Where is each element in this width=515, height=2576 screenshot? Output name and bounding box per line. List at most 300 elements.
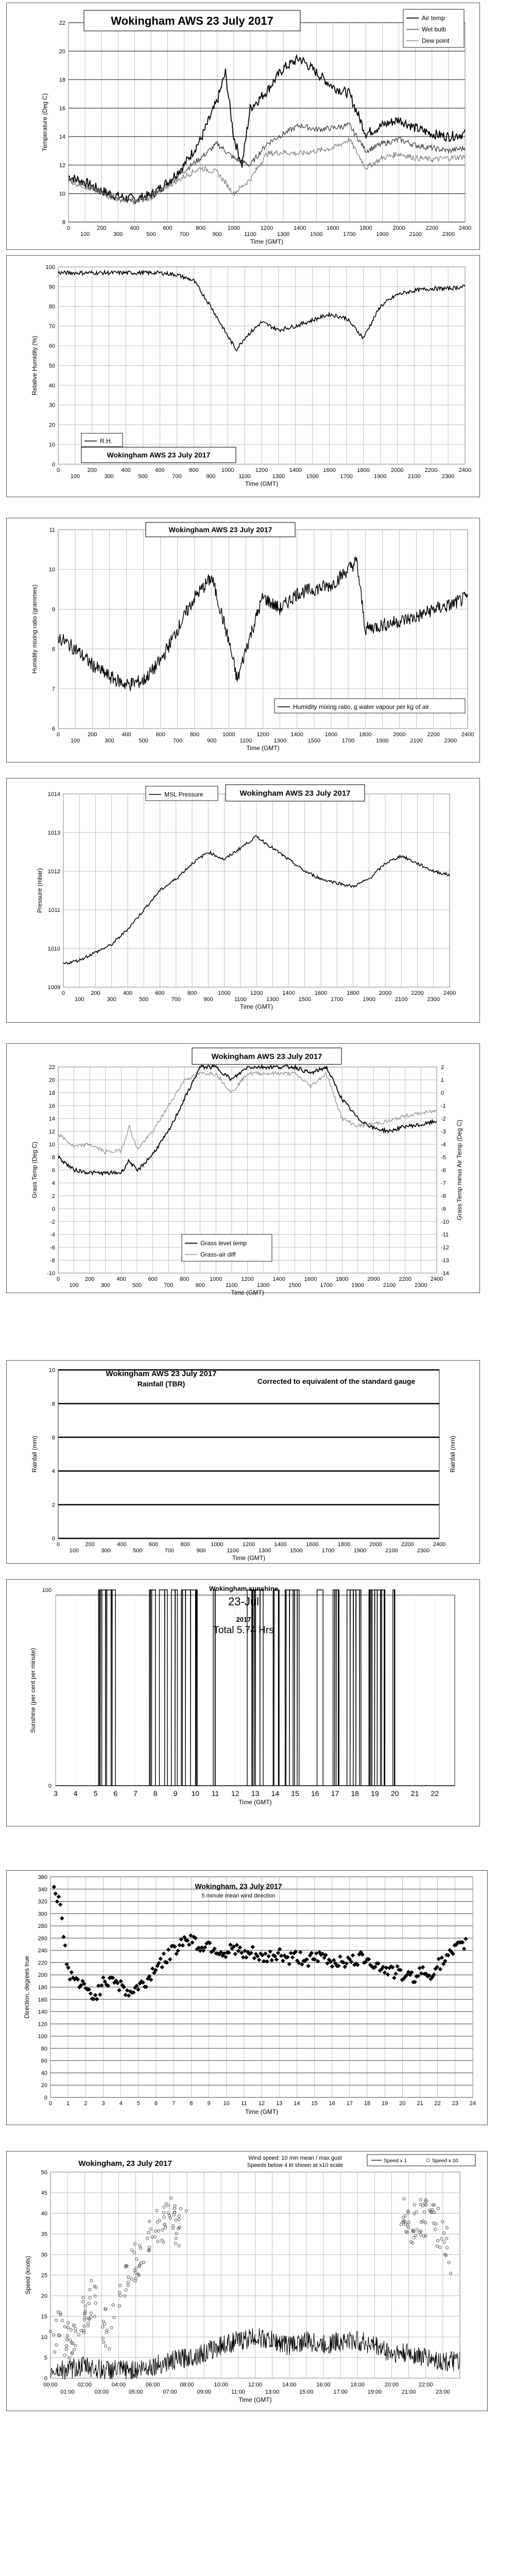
y-tick-label: 1009 xyxy=(47,985,60,991)
x-axis-label: Time (GMT) xyxy=(238,2396,272,2403)
x-tick-label: 100 xyxy=(69,1282,79,1289)
y-tick-label: 10 xyxy=(48,1142,55,1148)
x-tick-label: 700 xyxy=(164,1282,174,1289)
x-tick-label: 15:00 xyxy=(299,2389,314,2395)
y-tick-label: 20 xyxy=(59,48,65,55)
y-tick-label: 6 xyxy=(52,726,55,732)
x-tick-label: 2000 xyxy=(379,990,392,996)
x-tick-label: 2100 xyxy=(395,996,408,1003)
x-tick-label: 10:00 xyxy=(214,2382,229,2388)
y-tick-label: 1014 xyxy=(47,791,60,798)
y-tick-label: 0 xyxy=(44,2095,47,2101)
x-tick-label: 700 xyxy=(172,473,182,480)
humidity-chart-panel xyxy=(6,255,480,497)
chart-title: Wokingham AWS 23 July 2017 xyxy=(211,1052,322,1061)
y-tick-label: 35 xyxy=(41,2231,47,2238)
y-tick-label: 240 xyxy=(38,1947,47,1954)
x-tick-label: 900 xyxy=(196,1548,206,1554)
x-tick-label: 4 xyxy=(73,1789,78,1798)
x-tick-label: 500 xyxy=(139,996,149,1003)
x-tick-label: 600 xyxy=(155,990,165,996)
y-tick-label: 18 xyxy=(59,77,65,83)
x-tick-label: 6 xyxy=(113,1789,118,1798)
x-tick-label: 00:00 xyxy=(43,2382,58,2388)
x-tick-label: 1900 xyxy=(351,1282,365,1289)
x-tick-label: 2300 xyxy=(444,738,457,744)
y-tick-label: 8 xyxy=(52,1401,55,1408)
x-tick-label: 1300 xyxy=(258,1548,271,1554)
x-tick-label: 800 xyxy=(187,990,197,996)
x-tick-label: 2000 xyxy=(391,467,404,473)
mixing-ratio-chart xyxy=(7,518,480,763)
x-tick-label: 500 xyxy=(139,738,148,744)
x-tick-label: 1800 xyxy=(336,1276,349,1282)
y-tick-label: 10 xyxy=(48,567,55,573)
y-tick-label: 10 xyxy=(59,191,65,197)
y2-tick-label: -8 xyxy=(441,1193,446,1199)
x-tick-label: 300 xyxy=(104,473,114,480)
x-tick-label: 1400 xyxy=(282,990,295,996)
x-tick-label: 900 xyxy=(203,996,213,1003)
x-tick-label: 1100 xyxy=(238,473,251,480)
x-tick-label: 100 xyxy=(70,738,80,744)
x-axis-label: Time (GMT) xyxy=(238,1799,272,1806)
x-tick-label: 2400 xyxy=(461,732,474,738)
y-tick-label: 20 xyxy=(41,2082,47,2089)
x-tick-label: 20 xyxy=(399,2100,406,2107)
x-tick-label: 13 xyxy=(251,1789,260,1798)
legend-label: Grass level temp xyxy=(200,1240,247,1247)
x-tick-label: 22 xyxy=(431,1789,439,1798)
x-axis-label: Time (GMT) xyxy=(232,1554,266,1562)
y-tick-label: 80 xyxy=(48,303,55,310)
x-tick-label: 2400 xyxy=(458,225,472,231)
x-tick-label: 21 xyxy=(417,2100,423,2107)
y-tick-label: 11 xyxy=(49,527,55,533)
x-tick-label: 1900 xyxy=(376,231,389,238)
y2-tick-label: -12 xyxy=(441,1245,449,1251)
chart-title: Wokingham AWS 23 July 2017 xyxy=(111,14,273,27)
grass-temp-chart-panel xyxy=(6,1043,480,1296)
chart-title: Wokingham sunshine xyxy=(209,1585,279,1592)
legend-label: Speed x 1 xyxy=(384,2158,407,2164)
y-tick-label: 30 xyxy=(41,2252,47,2258)
x-tick-label: 300 xyxy=(105,738,114,744)
y-tick-label: 2 xyxy=(52,1193,55,1199)
y-tick-label: 70 xyxy=(48,323,55,330)
x-tick-label: 1500 xyxy=(298,996,311,1003)
x-axis-label: Time (GMT) xyxy=(246,744,280,752)
x-tick-label: 400 xyxy=(121,467,131,473)
y-tick-label: 16 xyxy=(48,1103,55,1109)
x-tick-label: 1 xyxy=(66,2100,70,2107)
y-tick-label: 2 xyxy=(52,1502,55,1509)
y-tick-label: 0 xyxy=(52,462,55,468)
chart-note: Corrected to equivalent of the standard gauge xyxy=(257,1377,416,1385)
x-tick-label: 9 xyxy=(173,1789,178,1798)
x-tick-label: 300 xyxy=(113,231,123,238)
x-tick-label: 2300 xyxy=(417,1548,430,1554)
x-tick-label: 10 xyxy=(191,1789,200,1798)
legend-label: Speed x 10 xyxy=(432,2158,458,2164)
chart-title: Wokingham AWS 23 July 2017 xyxy=(239,789,351,798)
y-tick-label: 0 xyxy=(52,1206,55,1212)
x-tick-label: 2400 xyxy=(430,1276,443,1282)
x-tick-label: 400 xyxy=(130,225,140,231)
y-tick-label: 30 xyxy=(48,402,55,409)
x-tick-label: 1300 xyxy=(256,1282,270,1289)
x-tick-label: 24 xyxy=(469,2100,476,2107)
x-tick-label: 0 xyxy=(56,1541,60,1548)
x-tick-label: 8 xyxy=(190,2100,193,2107)
x-tick-label: 9 xyxy=(207,2100,211,2107)
y2-tick-label: -6 xyxy=(441,1167,446,1174)
x-tick-label: 1700 xyxy=(341,738,355,744)
x-tick-label: 11 xyxy=(241,2100,247,2107)
y-tick-label: 40 xyxy=(48,382,55,389)
x-tick-label: 200 xyxy=(87,467,97,473)
x-tick-label: 700 xyxy=(164,1548,175,1554)
x-axis-label: Time (GMT) xyxy=(239,1003,273,1010)
x-axis-label: Time (GMT) xyxy=(245,480,279,487)
x-tick-label: 800 xyxy=(180,1541,190,1548)
x-tick-label: 20:00 xyxy=(384,2382,399,2388)
y2-tick-label: -3 xyxy=(441,1129,446,1135)
x-tick-label: 2200 xyxy=(399,1276,411,1282)
y-tick-label: 1012 xyxy=(47,869,60,875)
y-tick-label: 16 xyxy=(59,105,65,112)
y-tick-label: 10 xyxy=(41,2334,47,2341)
rainfall-chart xyxy=(7,1361,480,1564)
x-tick-label: 1200 xyxy=(242,1541,255,1548)
x-tick-label: 1600 xyxy=(314,990,328,996)
y-tick-label: 40 xyxy=(41,2211,47,2217)
legend-label: Air temp xyxy=(422,14,445,22)
x-tick-label: 2200 xyxy=(411,990,424,996)
x-tick-label: 1300 xyxy=(266,996,279,1003)
y-tick-label: 90 xyxy=(48,284,55,291)
chart-title: Wokingham AWS 23 July 2017 xyxy=(107,451,211,460)
x-tick-label: 10 xyxy=(223,2100,230,2107)
x-tick-label: 20 xyxy=(390,1789,399,1798)
x-tick-label: 09:00 xyxy=(197,2389,211,2395)
x-tick-label: 18 xyxy=(351,1789,359,1798)
x-tick-label: 2100 xyxy=(410,738,423,744)
x-tick-label: 600 xyxy=(148,1541,159,1548)
y-tick-label: -6 xyxy=(50,1245,55,1251)
x-tick-label: 2100 xyxy=(383,1282,396,1289)
y-axis-label: Temperature (Deg C) xyxy=(41,93,48,151)
x-tick-label: 18:00 xyxy=(350,2382,365,2388)
y-axis-label: Rainfall (mm) xyxy=(31,1435,38,1473)
x-tick-label: 5 xyxy=(93,1789,98,1798)
x-tick-label: 2000 xyxy=(393,732,406,738)
x-tick-label: 8 xyxy=(153,1789,158,1798)
x-tick-label: 1800 xyxy=(337,1541,351,1548)
x-tick-label: 03:00 xyxy=(94,2389,109,2395)
x-tick-label: 16:00 xyxy=(316,2382,331,2388)
x-tick-label: 21 xyxy=(410,1789,419,1798)
y2-tick-label: -10 xyxy=(441,1219,449,1225)
y-tick-label: 100 xyxy=(38,2033,47,2040)
x-tick-label: 1300 xyxy=(277,231,290,238)
x-tick-label: 900 xyxy=(207,738,217,744)
legend-label: Wet bulb xyxy=(422,26,447,33)
x-tick-label: 7 xyxy=(133,1789,138,1798)
x-tick-label: 11 xyxy=(211,1789,219,1798)
x-tick-label: 2300 xyxy=(441,473,455,480)
x-tick-label: 1700 xyxy=(340,473,353,480)
y2-axis-label: Rainfall (mm) xyxy=(449,1435,456,1473)
x-tick-label: 1100 xyxy=(244,231,256,238)
y-tick-label: 4 xyxy=(52,1468,55,1475)
y-tick-label: 4 xyxy=(52,1180,55,1187)
y-tick-label: 7 xyxy=(52,686,55,692)
legend-label: Grass-air diff xyxy=(200,1251,236,1258)
y2-tick-label: -13 xyxy=(441,1258,449,1264)
y-tick-label: -10 xyxy=(47,1270,55,1277)
chart-title: Wokingham, 23 July 2017 xyxy=(195,1882,282,1890)
y-tick-label: 22 xyxy=(48,1064,55,1071)
x-tick-label: 1300 xyxy=(273,738,286,744)
x-tick-label: 14 xyxy=(294,2100,300,2107)
x-tick-label: 600 xyxy=(156,732,165,738)
x-tick-label: 12 xyxy=(231,1789,239,1798)
y-tick-label: 80 xyxy=(41,2045,47,2052)
x-tick-label: 500 xyxy=(138,473,148,480)
y2-tick-label: -11 xyxy=(441,1232,449,1238)
x-tick-label: 13 xyxy=(276,2100,283,2107)
x-tick-label: 1600 xyxy=(306,1541,319,1548)
y-tick-label: 8 xyxy=(52,1155,55,1161)
x-tick-label: 1700 xyxy=(343,231,356,238)
y-tick-label: 8 xyxy=(52,646,55,653)
y-tick-label: 18 xyxy=(48,1090,55,1096)
chart-subtitle: 23-Jul xyxy=(228,1595,259,1608)
mixing-ratio-chart-panel xyxy=(6,518,480,762)
x-tick-label: 100 xyxy=(80,231,90,238)
x-tick-label: 700 xyxy=(171,996,181,1003)
x-tick-label: 23 xyxy=(452,2100,458,2107)
chart-subtitle: Rainfall (TBR) xyxy=(137,1380,185,1388)
x-tick-label: 1700 xyxy=(320,1282,333,1289)
x-tick-label: 600 xyxy=(155,467,165,473)
x-tick-label: 100 xyxy=(69,1548,79,1554)
x-tick-label: 1100 xyxy=(227,1548,239,1554)
y-tick-label: 6 xyxy=(52,1167,55,1174)
x-tick-label: 300 xyxy=(101,1548,111,1554)
chart-note: Speeds below 4 kt shown at x10 scale xyxy=(247,2162,344,2168)
x-tick-label: 700 xyxy=(179,231,189,238)
wind-direction-chart-panel xyxy=(6,1870,488,2125)
x-tick-label: 2200 xyxy=(424,467,438,473)
x-tick-label: 06:00 xyxy=(145,2382,160,2388)
x-tick-label: 400 xyxy=(116,1276,126,1282)
x-tick-label: 0 xyxy=(48,2100,53,2107)
x-tick-label: 1000 xyxy=(227,225,241,231)
x-tick-label: 200 xyxy=(91,990,100,996)
x-tick-label: 17 xyxy=(346,2100,353,2107)
x-tick-label: 1200 xyxy=(256,732,269,738)
y2-tick-label: -5 xyxy=(441,1155,446,1161)
y-tick-label: 1011 xyxy=(48,907,60,913)
x-tick-label: 500 xyxy=(132,1548,143,1554)
x-tick-label: 1400 xyxy=(272,1276,285,1282)
wind-direction-chart xyxy=(7,1871,488,2126)
x-tick-label: 200 xyxy=(88,732,97,738)
x-tick-label: 2100 xyxy=(409,231,422,238)
x-tick-label: 300 xyxy=(107,996,116,1003)
x-tick-label: 1300 xyxy=(272,473,285,480)
x-tick-label: 1000 xyxy=(221,467,234,473)
x-tick-label: 200 xyxy=(85,1541,95,1548)
x-tick-label: 800 xyxy=(196,225,205,231)
x-tick-label: 1100 xyxy=(226,1282,238,1289)
x-tick-label: 05:00 xyxy=(128,2389,143,2395)
y-tick-label: 50 xyxy=(41,2170,47,2176)
x-tick-label: 12:00 xyxy=(248,2382,263,2388)
y-tick-label: 60 xyxy=(48,343,55,350)
x-tick-label: 2 xyxy=(84,2100,88,2107)
chart-subtitle: Wind speed: 10 min mean / max gust xyxy=(248,2155,342,2161)
grass-temp-chart xyxy=(7,1044,480,1294)
y-tick-label: 20 xyxy=(41,2293,47,2299)
x-tick-label: 23:00 xyxy=(436,2389,450,2395)
x-tick-label: 0 xyxy=(56,467,60,473)
x-tick-label: 1200 xyxy=(260,225,273,231)
sunshine-chart-panel xyxy=(6,1579,480,1826)
y2-tick-label: -4 xyxy=(441,1142,446,1148)
y-tick-label: -2 xyxy=(50,1219,55,1225)
y2-tick-label: -7 xyxy=(441,1180,446,1187)
y-tick-label: 1013 xyxy=(47,830,60,836)
x-tick-label: 1800 xyxy=(359,225,372,231)
x-tick-label: 2300 xyxy=(442,231,455,238)
chart-title: Wokingham AWS 23 July 2017 xyxy=(168,526,272,534)
y-tick-label: 360 xyxy=(38,1874,47,1880)
pressure-chart xyxy=(7,778,480,1023)
chart-title: Wokingham AWS 23 July 2017 xyxy=(106,1369,217,1378)
x-tick-label: 5 xyxy=(136,2100,140,2107)
x-tick-label: 0 xyxy=(66,225,71,231)
y-tick-label: 20 xyxy=(48,1077,55,1083)
y-tick-label: 45 xyxy=(41,2190,47,2196)
x-tick-label: 400 xyxy=(122,732,131,738)
y-tick-label: 20 xyxy=(48,422,55,429)
x-tick-label: 200 xyxy=(85,1276,95,1282)
x-tick-label: 1600 xyxy=(327,225,339,231)
y-tick-label: 6 xyxy=(52,1434,55,1441)
y2-tick-label: 1 xyxy=(441,1077,444,1083)
x-tick-label: 19 xyxy=(371,1789,379,1798)
y-axis-label: Grass Temp (Deg C) xyxy=(31,1142,38,1198)
x-tick-label: 1900 xyxy=(376,738,389,744)
y-tick-label: 5 xyxy=(44,2355,47,2361)
x-tick-label: 7 xyxy=(172,2100,176,2107)
y2-tick-label: -2 xyxy=(441,1116,446,1122)
chart-subtitle: 5 minute mean wind direction xyxy=(201,1893,276,1899)
x-axis-label: Time (GMT) xyxy=(231,1289,264,1296)
x-tick-label: 600 xyxy=(148,1276,158,1282)
y-tick-label: 12 xyxy=(48,1129,55,1135)
x-tick-label: 1800 xyxy=(359,732,372,738)
x-tick-label: 2200 xyxy=(425,225,439,231)
x-tick-label: 1200 xyxy=(255,467,268,473)
y-tick-label: 14 xyxy=(59,134,65,141)
x-tick-label: 17:00 xyxy=(333,2389,348,2395)
x-tick-label: 1600 xyxy=(323,467,336,473)
y-tick-label: 8 xyxy=(62,219,65,226)
x-tick-label: 900 xyxy=(212,231,222,238)
x-tick-label: 1700 xyxy=(331,996,344,1003)
x-tick-label: 1400 xyxy=(293,225,306,231)
legend-label: MSL Pressure xyxy=(164,791,203,798)
x-tick-label: 2400 xyxy=(458,467,472,473)
x-tick-label: 19:00 xyxy=(367,2389,382,2395)
x-tick-label: 1800 xyxy=(357,467,370,473)
x-tick-label: 2000 xyxy=(367,1276,380,1282)
x-tick-label: 1500 xyxy=(288,1282,301,1289)
y-axis-label: Direction, degrees true xyxy=(23,1956,30,2019)
x-tick-label: 4 xyxy=(119,2100,123,2107)
y-tick-label: 0 xyxy=(52,1536,55,1542)
pressure-chart-panel xyxy=(6,778,480,1023)
x-tick-label: 300 xyxy=(100,1282,111,1289)
x-tick-label: 0 xyxy=(56,1276,60,1282)
y-tick-label: 140 xyxy=(38,2009,47,2015)
x-tick-label: 2300 xyxy=(427,996,440,1003)
legend-label: R.H. xyxy=(100,437,112,445)
y-axis-label: Speed (knots) xyxy=(24,2256,31,2295)
y2-tick-label: -1 xyxy=(441,1103,446,1109)
y-tick-label: 25 xyxy=(41,2273,47,2279)
y-tick-label: -4 xyxy=(50,1232,55,1238)
y-tick-label: 0 xyxy=(48,1783,52,1789)
x-tick-label: 900 xyxy=(206,473,216,480)
x-tick-label: 1400 xyxy=(289,467,302,473)
y-tick-label: 15 xyxy=(41,2314,47,2320)
x-tick-label: 1900 xyxy=(363,996,375,1003)
x-tick-label: 100 xyxy=(75,996,84,1003)
x-tick-label: 15 xyxy=(291,1789,299,1798)
y-tick-label: 280 xyxy=(38,1923,47,1930)
y-tick-label: 100 xyxy=(42,1587,52,1594)
x-tick-label: 16 xyxy=(311,1789,319,1798)
x-tick-label: 200 xyxy=(96,225,107,231)
x-tick-label: 2400 xyxy=(433,1541,446,1548)
y-tick-label: 160 xyxy=(38,1996,47,2003)
x-tick-label: 1000 xyxy=(218,990,231,996)
x-tick-label: 11:00 xyxy=(231,2389,245,2395)
x-tick-label: 900 xyxy=(195,1282,205,1289)
x-tick-label: 01:00 xyxy=(60,2389,75,2395)
x-tick-label: 1000 xyxy=(222,732,235,738)
humidity-chart xyxy=(7,256,480,498)
y-axis-label: Pressure (mbar) xyxy=(36,868,43,913)
y2-axis-label: Grass Temp minus Air Temp (Deg C) xyxy=(456,1120,463,1221)
y-tick-label: 260 xyxy=(38,1935,47,1942)
x-tick-label: 1100 xyxy=(234,996,247,1003)
y2-tick-label: 0 xyxy=(441,1090,444,1096)
x-tick-label: 04:00 xyxy=(111,2382,126,2388)
chart-total: Total 5.74 Hrs xyxy=(213,1625,274,1636)
y-axis-label: Humidity mixing ratio (grammes) xyxy=(31,584,38,674)
x-tick-label: 2000 xyxy=(369,1541,382,1548)
y-tick-label: 220 xyxy=(38,1960,47,1967)
y-axis-label: Relative Humidity (%) xyxy=(31,335,38,396)
x-tick-label: 500 xyxy=(132,1282,142,1289)
x-tick-label: 14 xyxy=(271,1789,280,1798)
